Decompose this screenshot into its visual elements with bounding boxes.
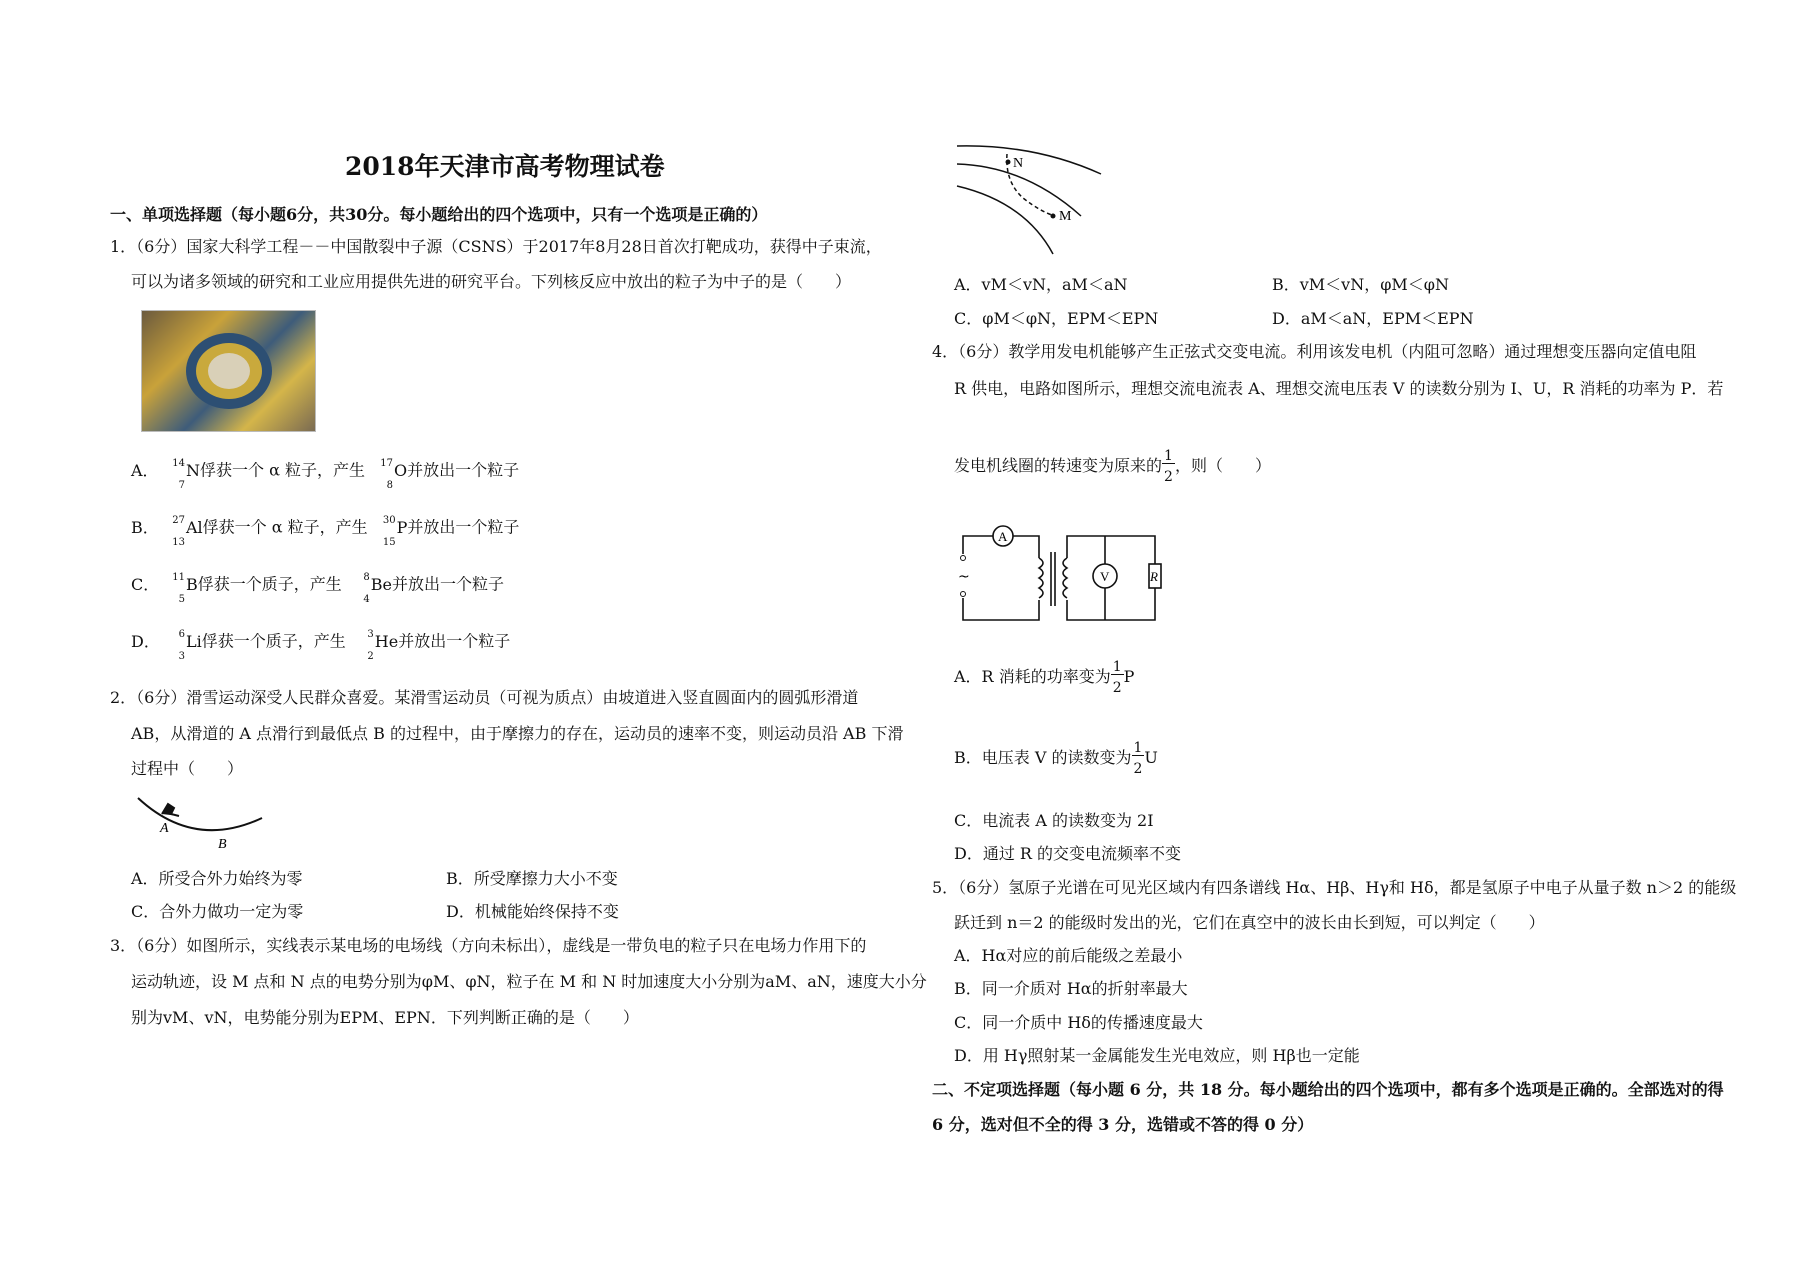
- frac-numerator: 1: [1164, 448, 1173, 464]
- fraction-half: [1132, 741, 1145, 776]
- section-heading-2-cont: 6 分，选对但不全的得 3 分，选错或不答的得 0 分）: [932, 1115, 1314, 1134]
- q1-line2: 可以为诸多领域的研究和工业应用提供先进的研究平台。下列核反应中放出的粒子为中子的是（ ）: [131, 272, 852, 291]
- q4-option-b: [954, 741, 1158, 776]
- fraction-half: [1162, 449, 1175, 484]
- v-n: vN: [204, 1008, 228, 1027]
- page-title: 2018年天津市高考物理试卷: [345, 152, 665, 181]
- electric-field-diagram: [955, 142, 1105, 257]
- element-symbol: Li: [186, 631, 202, 651]
- ep-n: EPN: [394, 1008, 431, 1027]
- option-text: 俘获一个质子，产生: [197, 574, 342, 594]
- q4-line3: [954, 449, 1271, 484]
- q4-text: ，则（ ）: [1174, 456, 1271, 475]
- q4-option-c: C．电流表 A 的读数变为 2I: [954, 811, 1154, 830]
- q3-option-a: A．vM＜vN，aM＜aN: [954, 275, 1128, 294]
- nuclide-indices: [171, 515, 185, 548]
- option-text: 俘获一个 α 粒子，产生: [200, 460, 365, 480]
- wire: [1067, 536, 1155, 620]
- frac-numerator: 1: [1112, 659, 1122, 675]
- q3-text: ，电势能分别为: [227, 1008, 340, 1027]
- mass-number: 11: [172, 572, 185, 583]
- ammeter-label: A: [998, 529, 1008, 544]
- atomic-number: 8: [386, 480, 393, 491]
- option-text: 并放出一个粒子: [407, 460, 520, 480]
- nuclide-indices: [171, 458, 185, 491]
- point-b-label: B: [218, 837, 227, 852]
- q3-text: ．下列判断正确的是（ ）: [430, 1008, 639, 1027]
- mass-number: 8: [363, 572, 370, 583]
- atomic-number: 3: [178, 651, 185, 662]
- mass-number: 30: [382, 515, 396, 526]
- q1-option-a: [131, 458, 520, 491]
- phi-m-text: φM: [421, 972, 450, 991]
- q4-a-text: A．R 消耗的功率变为: [954, 667, 1111, 686]
- nuclide-symbol: [171, 515, 203, 548]
- q5-option-d: D．用 Hγ照射某一金属能发生光电效应，则 Hβ也一定能: [954, 1046, 1360, 1065]
- nuclide-symbol: [171, 629, 202, 662]
- voltmeter-label: V: [1100, 569, 1110, 584]
- nuclide-indices: [382, 515, 396, 548]
- atomic-number: 5: [178, 594, 185, 605]
- phi-n: φN: [465, 972, 491, 991]
- a-n: aN: [807, 972, 831, 991]
- nuclide-symbol: [382, 515, 408, 548]
- frac-numerator: 1: [1133, 740, 1143, 756]
- atomic-number: 7: [178, 480, 185, 491]
- element-symbol: P: [396, 517, 408, 537]
- mass-number: 17: [380, 458, 393, 469]
- skier-figure: [162, 804, 179, 816]
- option-text: 俘获一个质子，产生: [201, 631, 346, 651]
- secondary-coil: [1063, 558, 1067, 598]
- q3-line1: 3．（6分）如图所示，实线表示某电场的电场线（方向未标出），虚线是一带负电的粒子只在电场力作用下的: [110, 936, 867, 955]
- nuclide-indices: [171, 629, 185, 662]
- frac-denominator: 2: [1133, 761, 1143, 777]
- arc-track: [138, 798, 262, 830]
- wire: [963, 536, 993, 554]
- atomic-number: 15: [382, 537, 396, 548]
- q2-option-c: C．合外力做功一定为零: [131, 902, 304, 921]
- nuclide-symbol: [171, 572, 198, 605]
- q5-option-a: A．Hα对应的前后能级之差最小: [954, 946, 1183, 965]
- field-line: [957, 186, 1053, 254]
- q5-line2: 跃迁到 n＝2 的能级时发出的光，它们在真空中的波长由长到短，可以判定（ ）: [954, 913, 1545, 932]
- q4-line1: 4．（6分）教学用发电机能够产生正弦式交变电流。利用该发电机（内阻可忽略）通过理想变压器向定值电阻: [932, 342, 1697, 361]
- point-n: [1006, 160, 1011, 165]
- q3-option-c: C．φM＜φN，EPM＜EPN: [954, 309, 1159, 328]
- element-symbol: Al: [186, 517, 203, 537]
- terminal: [961, 592, 966, 597]
- q3-text: 别为: [131, 1008, 164, 1027]
- element-symbol: N: [186, 460, 200, 480]
- q2-option-a: A．所受合外力始终为零: [131, 869, 303, 888]
- element-symbol: He: [374, 631, 399, 651]
- nuclide-symbol: [171, 458, 200, 491]
- nuclide-symbol: [360, 629, 399, 662]
- nuclide-indices: [356, 572, 370, 605]
- phi-m: [422, 972, 450, 991]
- q4-b-unit: U: [1144, 748, 1158, 767]
- q3-option-d: D．aM＜aN，EPM＜EPN: [1272, 309, 1474, 328]
- section-heading-2: 二、不定项选择题（每小题 6 分，共 18 分。每小题给出的四个选项中，都有多个选项是正确的。全部选对的得: [932, 1080, 1724, 1099]
- nuclide-indices: [171, 572, 185, 605]
- wire: [963, 598, 1039, 620]
- q3-text: ，粒子在 M 和 N 时加速度大小分别为: [490, 972, 766, 991]
- point-m: [1051, 214, 1056, 219]
- q4-b-text: B．电压表 V 的读数变为: [954, 748, 1132, 767]
- label-n: N: [1013, 156, 1024, 171]
- a-m: aM: [765, 972, 792, 991]
- primary-coil: [1039, 558, 1043, 598]
- frac-denominator: 2: [1164, 469, 1173, 485]
- field-line: [957, 146, 1101, 174]
- mass-number: 14: [172, 458, 185, 469]
- q5-line1: 5．（6分）氢原子光谱在可见光区域内有四条谱线 Hα、Hβ、Hγ和 Hδ，都是氢原子中电子从量子数 n＞2 的能级: [932, 878, 1737, 897]
- q2-line2: AB，从滑道的 A 点滑行到最低点 B 的过程中，由于摩擦力的存在，运动员的速率不变，则运动员沿 AB 下滑: [131, 724, 904, 743]
- circuit-diagram: [955, 518, 1165, 628]
- wire: [1013, 536, 1039, 558]
- q3-line3: 别为vM、vN，电势能分别为EPM、EPN．下列判断正确的是（ ）: [131, 1008, 639, 1027]
- q4-text: 发电机线圈的转速变为原来的: [954, 456, 1163, 475]
- option-label: B．: [131, 517, 159, 537]
- label-m: M: [1059, 209, 1072, 224]
- ski-track-diagram: [134, 790, 274, 852]
- resistor-label: R: [1150, 569, 1158, 584]
- nuclide-symbol: [379, 458, 408, 491]
- option-label: D．: [131, 631, 160, 651]
- element-symbol: B: [186, 574, 198, 594]
- option-label: A．: [131, 460, 159, 480]
- ep-m: EPM: [339, 1008, 379, 1027]
- atomic-number: 13: [172, 537, 185, 548]
- q3-text: 运动轨迹，设 M 点和 N 点的电势分别为: [131, 972, 422, 991]
- option-text: 并放出一个粒子: [392, 574, 505, 594]
- section-heading-1: 一、单项选择题（每小题6分，共30分。每小题给出的四个选项中，只有一个选项是正确的）: [110, 205, 768, 224]
- atomic-number: 2: [367, 651, 374, 662]
- q3-line2: 运动轨迹，设 M 点和 N 点的电势分别为φM、φN，粒子在 M 和 N 时加速度大小分别为aM、aN，速度大小分: [131, 972, 927, 991]
- q2-option-d: D．机械能始终保持不变: [446, 902, 619, 921]
- q1-option-d: [131, 629, 511, 662]
- q1-option-c: [131, 572, 505, 605]
- q2-line3: 过程中（ ）: [131, 759, 244, 778]
- atomic-number: 4: [363, 594, 370, 605]
- option-text: 俘获一个 α 粒子，产生: [202, 517, 368, 537]
- option-label: C．: [131, 574, 160, 594]
- terminal: [961, 556, 966, 561]
- mass-number: 27: [172, 515, 185, 526]
- q4-option-d: D．通过 R 的交变电流频率不变: [954, 844, 1182, 863]
- q2-line1: 2．（6分）滑雪运动深受人民群众喜爱。某滑雪运动员（可视为质点）由坡道进入竖直圆面内的圆弧形滑道: [110, 688, 859, 707]
- nuclide-symbol: [356, 572, 393, 605]
- q3-option-b: B．vM＜vN，φM＜φN: [1272, 275, 1450, 294]
- frac-denominator: 2: [1112, 680, 1122, 696]
- mass-number: 6: [178, 629, 185, 640]
- option-text: 并放出一个粒子: [407, 517, 520, 537]
- q2-option-b: B．所受摩擦力大小不变: [446, 869, 618, 888]
- q5-option-b: B．同一介质对 Hα的折射率最大: [954, 979, 1188, 998]
- q3-text: ，速度大小分: [830, 972, 927, 991]
- nuclide-indices: [379, 458, 393, 491]
- element-symbol: O: [393, 460, 408, 480]
- q5-option-c: C．同一介质中 Hδ的传播速度最大: [954, 1013, 1203, 1032]
- ac-source-icon: ~: [958, 569, 970, 585]
- q4-option-a: [954, 660, 1134, 695]
- option-text: 并放出一个粒子: [398, 631, 511, 651]
- element-symbol: Be: [370, 574, 393, 594]
- fraction-half: [1111, 660, 1124, 695]
- point-a-label: A: [160, 821, 169, 836]
- q4-a-unit: P: [1123, 667, 1135, 686]
- mass-number: 3: [367, 629, 374, 640]
- q1-option-b: [131, 515, 520, 548]
- q1-line1: 1．（6分）国家大科学工程－－中国散裂中子源（CSNS）于2017年8月28日首次打靶成功，获得中子束流，: [110, 237, 882, 256]
- csns-photo: [141, 310, 316, 432]
- q4-line2: R 供电，电路如图所示，理想交流电流表 A、理想交流电压表 V 的读数分别为 I、U，R 消耗的功率为 P．若: [954, 379, 1724, 398]
- nuclide-indices: [360, 629, 374, 662]
- v-m: vM: [163, 1008, 189, 1027]
